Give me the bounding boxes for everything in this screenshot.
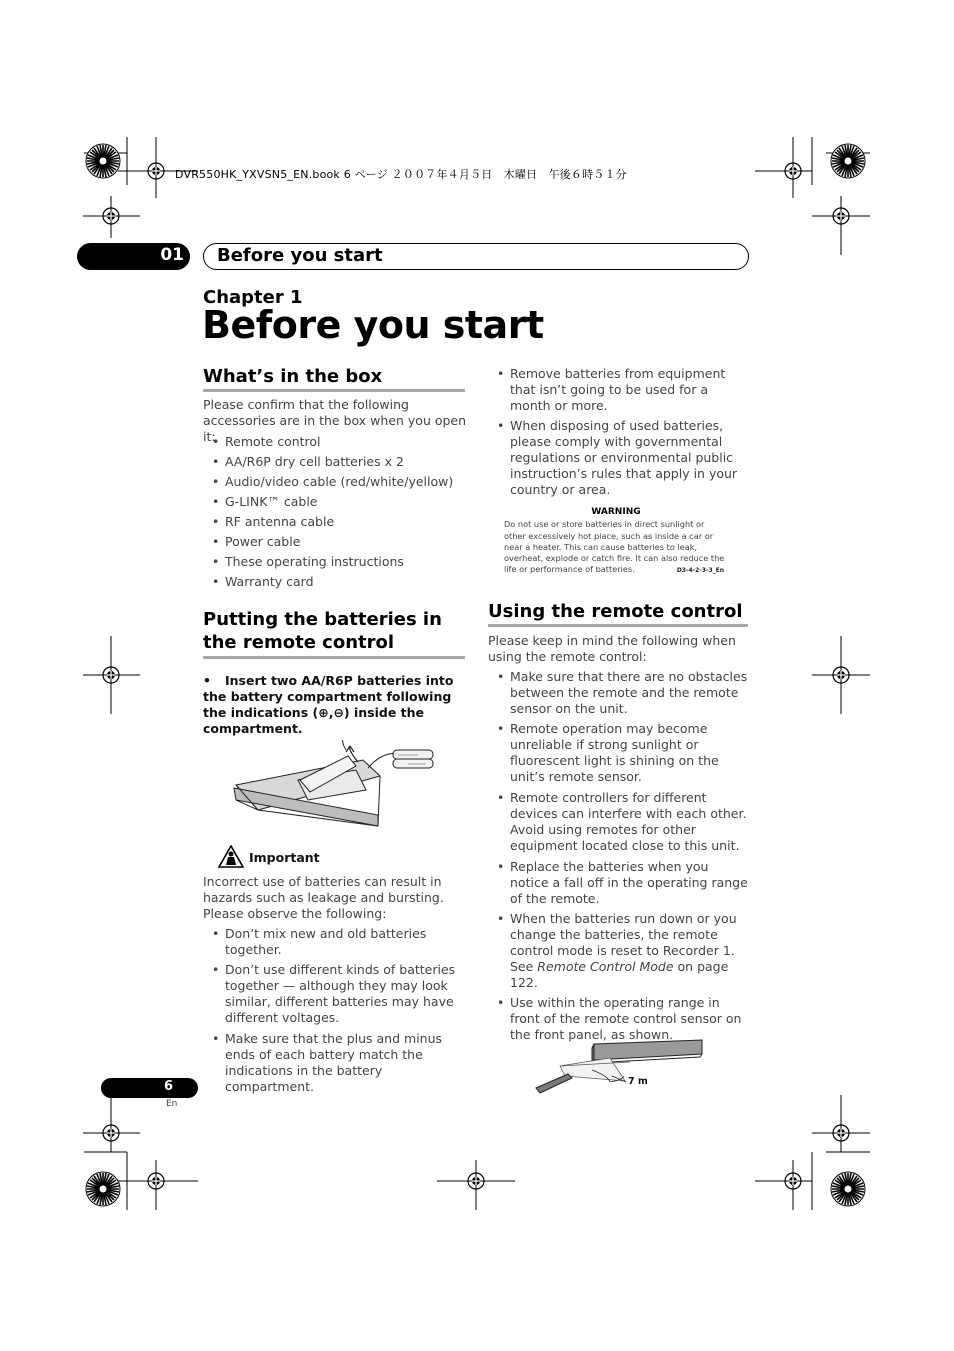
remote-usage-list <box>488 669 750 1043</box>
list-item: • Warranty card <box>203 574 468 590</box>
cross-reference: Remote Control Mode <box>537 959 674 974</box>
range-label: 7 m <box>628 1076 648 1087</box>
box-section-intro: Please confirm that the following accessories are in the box when you open it: <box>203 397 467 444</box>
important-label: Important <box>249 850 320 865</box>
print-job-header: DVR550HK_YXVSN5_EN.book 6 ページ ２００７年４月５日 木曜日 午後６時５１分 <box>175 168 627 181</box>
battery-instruction-text: Insert two AA/R6P batteries into the battery compartment following the indications (⊕,⊖) inside the compartment. <box>203 673 454 736</box>
page-number: 6 <box>163 1079 173 1094</box>
important-intro: Incorrect use of batteries can result in hazards such as leakage and bursting. Please observe the following: <box>203 874 444 921</box>
remote-range-illustration <box>530 1036 730 1098</box>
list-item: • Remote controllers for different devices can interfere with each other. Avoid using remotes for other equipment located close to this unit. <box>488 790 750 854</box>
chapter-title-bar <box>203 243 749 270</box>
chapter-label: Chapter 1 <box>203 287 303 308</box>
list-item: • Don’t mix new and old batteries together. <box>203 926 465 958</box>
list-item: • Don’t use different kinds of batteries together — although they may look similar, different batteries may have different voltages. <box>203 962 465 1026</box>
battery-disposal-list <box>488 366 750 498</box>
battery-insertion-illustration <box>228 740 443 835</box>
language-code: En <box>166 1099 178 1109</box>
warning-title: WARNING <box>591 507 641 517</box>
section-rule <box>488 624 748 627</box>
chapter-bar-title: Before you start <box>217 245 383 266</box>
important-warning-icon <box>218 845 244 869</box>
section-rule <box>203 656 465 659</box>
chapter-number: 01 <box>160 245 184 265</box>
page-title: Before you start <box>202 303 544 347</box>
list-item-text: When the batteries run down or you change the batteries, the remote control mode is reset to Recorder 1. See <box>510 911 737 974</box>
list-item: • When disposing of used batteries, please comply with governmental regulations or environmental public instruction’s rules that apply in your country or area. <box>488 418 750 498</box>
remote-section-heading: Using the remote control <box>488 601 743 622</box>
list-item: • Replace the batteries when you notice a fall off in the operating range of the remote. <box>488 859 750 907</box>
section-rule <box>203 389 465 392</box>
page-number-badge <box>101 1078 198 1098</box>
list-item: • Make sure that there are no obstacles between the remote and the remote sensor on the unit. <box>488 669 750 717</box>
important-list <box>203 926 465 1095</box>
list-item: • Power cable <box>203 534 468 550</box>
list-item: • Remote operation may become unreliable if strong sunlight or fluorescent light is shining on the unit’s remote sensor. <box>488 721 750 785</box>
list-item: • AA/R6P dry cell batteries x 2 <box>203 454 468 470</box>
list-item: • Remove batteries from equipment that isn’t going to be used for a month or more. <box>488 366 750 414</box>
list-item: • G-LINK™ cable <box>203 494 468 510</box>
chapter-number-badge <box>77 243 190 270</box>
battery-instruction: • Insert two AA/R6P batteries into the battery compartment following the indications (⊕,⊖) inside the compartment. <box>203 673 454 736</box>
list-item: • Make sure that the plus and minus ends of each battery match the indications in the battery compartment. <box>203 1031 465 1095</box>
list-item-text: on page 122. <box>510 959 729 990</box>
list-item: • RF antenna cable <box>203 514 468 530</box>
warning-text: Do not use or store batteries in direct sunlight or other excessively hot place, such as inside a car or near a heater. This can cause batteries to leak, overheat, explode or catch fire. It can also reduce the life or performance of batteries. <box>504 519 725 575</box>
box-section-heading: What’s in the box <box>203 366 383 387</box>
warning-code: D3-4-2-3-3_En <box>676 567 724 575</box>
list-item <box>488 911 750 991</box>
list-item: • Use within the operating range in front of the remote control sensor on the front panel, as shown. <box>488 995 750 1043</box>
remote-section-intro: Please keep in mind the following when using the remote control: <box>488 633 736 664</box>
warning-box <box>504 507 728 576</box>
batteries-section-heading: Putting the batteries in the remote control <box>203 609 442 653</box>
list-item: • Remote control <box>203 434 468 450</box>
list-item: • These operating instructions <box>203 554 468 570</box>
box-contents-list <box>203 434 468 590</box>
list-item: • Audio/video cable (red/white/yellow) <box>203 474 468 490</box>
